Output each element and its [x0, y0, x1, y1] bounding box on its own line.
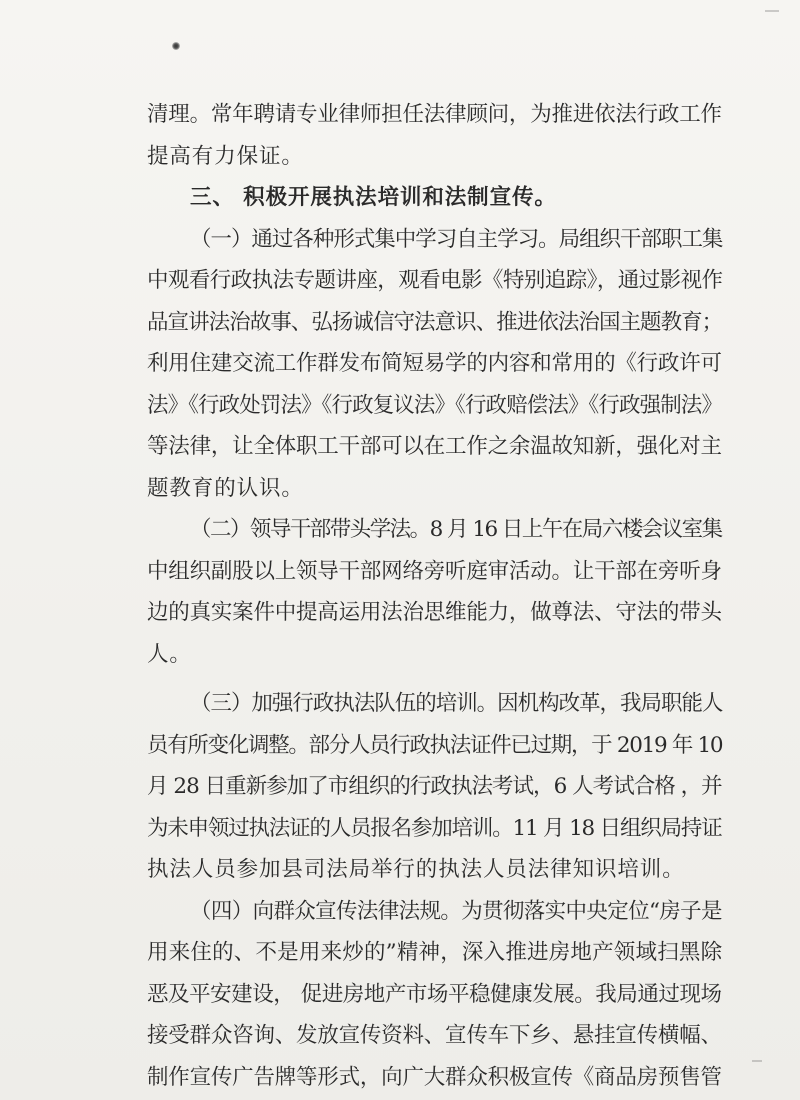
text-line: 制作宣传广告牌等形式，向广大群众积极宣传《商品房预售管: [147, 1064, 722, 1090]
paragraph-start: （二）领导干部带头学法。8 月 16 日上午在局六楼会议室集: [190, 517, 722, 542]
text-line: 月 28 日重新参加了市组织的行政执法考试，6 人考试合格 ，并: [147, 774, 722, 799]
text-line: 员有所变化调整。部分人员行政执法证件已过期，于 2019 年 10: [147, 732, 723, 758]
text-line: 用来住的、不是用来炒的”精神，深入推进房地产领域扫黑除: [147, 940, 723, 965]
text-line: 中组织副股以上领导干部网络旁听庭审活动。让干部在旁听身: [147, 558, 722, 584]
text-line: 利用住建交流工作群发布简短易学的内容和常用的《行政许可: [147, 351, 722, 376]
text-line: 执法人员参加县司法局举行的执法人员法律知识培训。: [147, 857, 685, 882]
section-heading: 三、 积极开展执法培训和法制宣传。: [190, 185, 557, 210]
text-line: 等法律，让全体职工干部可以在工作之余温故知新，强化对主: [147, 434, 722, 459]
ink-speck: [172, 42, 180, 50]
text-line: 接受群众咨询、发放宣传资料、宣传车下乡、悬挂宣传横幅、: [147, 1023, 722, 1048]
document-body: [147, 94, 722, 1098]
text-line: 提高有力保证。: [147, 143, 304, 169]
scan-mark: [765, 10, 779, 12]
text-line: 清理。常年聘请专业律师担任法律顾问，为推进依法行政工作: [147, 102, 722, 127]
paragraph-start: （三）加强行政执法队伍的培训。因机构改革，我局职能人: [190, 691, 723, 716]
text-line: 边的真实案件中提高运用法治思维能力，做尊法、守法的带头: [147, 600, 722, 625]
text-line: 品宣讲法治故事、弘扬诚信守法意识、推进依法治国主题教育；: [147, 309, 723, 335]
text-line: 恶及平安建设， 促进房地产市场平稳健康发展。我局通过现场: [147, 981, 722, 1007]
text-line: 为未申领过执法证的人员报名参加培训。11 月 18 日组织局持证: [147, 815, 722, 841]
scan-mark: [752, 1060, 762, 1062]
text-line: 中观看行政执法专题讲座，观看电影《特别追踪》，通过影视作: [147, 268, 723, 293]
paragraph-start: （一）通过各种形式集中学习自主学习。局组织干部职工集: [190, 226, 723, 252]
text-line: 法》《行政处罚法》《行政复议法》《行政赔偿法》《行政强制法》: [147, 392, 723, 418]
text-line: 题教育的认识。: [147, 475, 304, 501]
paragraph-start: （四）向群众宣传法律法规。为贯彻落实中央定位“房子是: [190, 898, 722, 924]
text-line: 人。: [147, 641, 192, 667]
